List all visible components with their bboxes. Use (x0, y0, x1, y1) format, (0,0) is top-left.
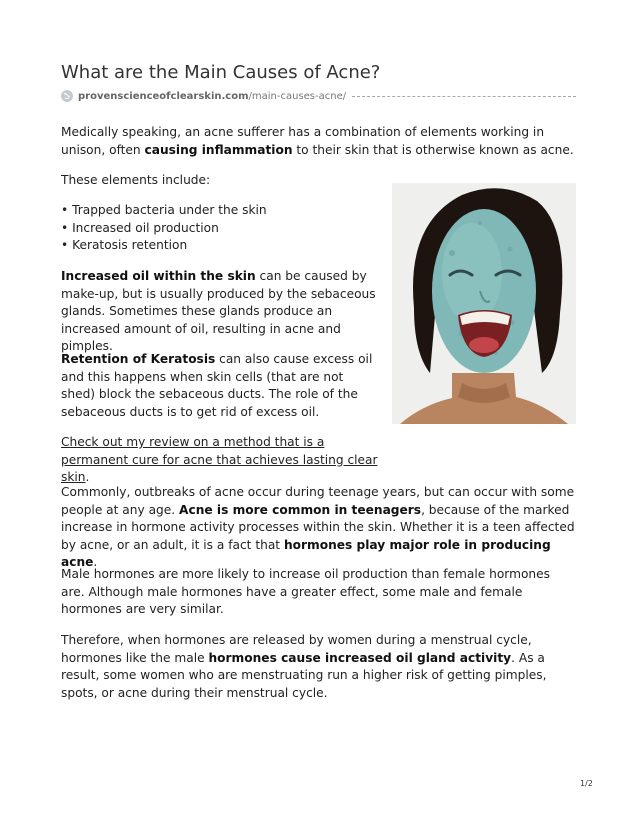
list-item: • Keratosis retention (61, 238, 188, 252)
review-link[interactable]: Check out my review on a method that is a permanent cure for acne that achieves lasting clear skin (61, 435, 378, 484)
teen-bold-2: hormones play major role in producing acne (61, 537, 551, 569)
intro-bold: causing inflammation (144, 142, 293, 157)
keratosis-bold: Retention of Keratosis (61, 352, 216, 366)
keratosis-text: can also cause excess oil and this happens when skin cells (that are not shed) block the sebaceous ducts. The role of the sebaceous ducts is to get rid of excess oil. (61, 352, 373, 419)
page-number: 1/2 (580, 779, 593, 788)
paragraph-elements: These elements include: (61, 173, 211, 187)
oil-bold: Increased oil within the skin (61, 269, 256, 283)
paragraph-menstrual (61, 632, 576, 702)
paragraph-keratosis (61, 351, 379, 421)
face-mask-photo (392, 183, 576, 424)
dashed-divider (352, 96, 576, 97)
intro-text-end: to their skin that is otherwise known as acne. (292, 142, 574, 157)
teen-bold-1: Acne is more common in teenagers (179, 502, 422, 517)
menstrual-bold: hormones cause increased oil gland activity (208, 650, 512, 665)
teen-text-3: . (93, 555, 98, 569)
source-url[interactable] (61, 88, 576, 104)
page-title: What are the Main Causes of Acne? (61, 62, 381, 83)
teen-text-1: Commonly, outbreaks of acne occur during teenage years, but can occur with some people at any age. (61, 485, 575, 517)
paragraph-intro (61, 124, 576, 159)
menstrual-text-1: Therefore, when hormones are released by women during a menstrual cycle, hormones like the male (61, 633, 532, 665)
source-domain: provenscienceofclearskin.com (78, 90, 249, 102)
review-period: . (85, 470, 90, 484)
paragraph-teenagers (61, 484, 576, 572)
intro-text: Medically speaking, an acne sufferer has a combination of elements working in unison, often (61, 125, 545, 157)
oil-text: can be caused by make-up, but is usually produced by the sebaceous glands. Sometimes these glands produce an increased amount of oil, resulting in acne and pimples. (61, 269, 376, 353)
paragraph-review (61, 434, 379, 487)
list-item: • Trapped bacteria under the skin (61, 203, 267, 217)
source-path: /main-causes-acne/ (248, 90, 347, 102)
teen-text-2: , because of the marked increase in hormone activity processes within the skin. Whether it is a teen affected by acne, or an adult, it is a fact that (61, 502, 575, 552)
globe-icon (61, 90, 73, 102)
bullet-list (61, 202, 379, 255)
paragraph-male-hormones: Male hormones are more likely to increase oil production than female hormones are. Although male hormones have a greater effect, some male and female hormones are very similar. (61, 567, 550, 616)
paragraph-oil (61, 268, 379, 356)
menstrual-text-2: . As a result, some women who are menstruating run a higher risk of getting pimples, spots, or acne during their menstrual cycle. (61, 650, 547, 700)
list-item: • Increased oil production (61, 220, 219, 235)
